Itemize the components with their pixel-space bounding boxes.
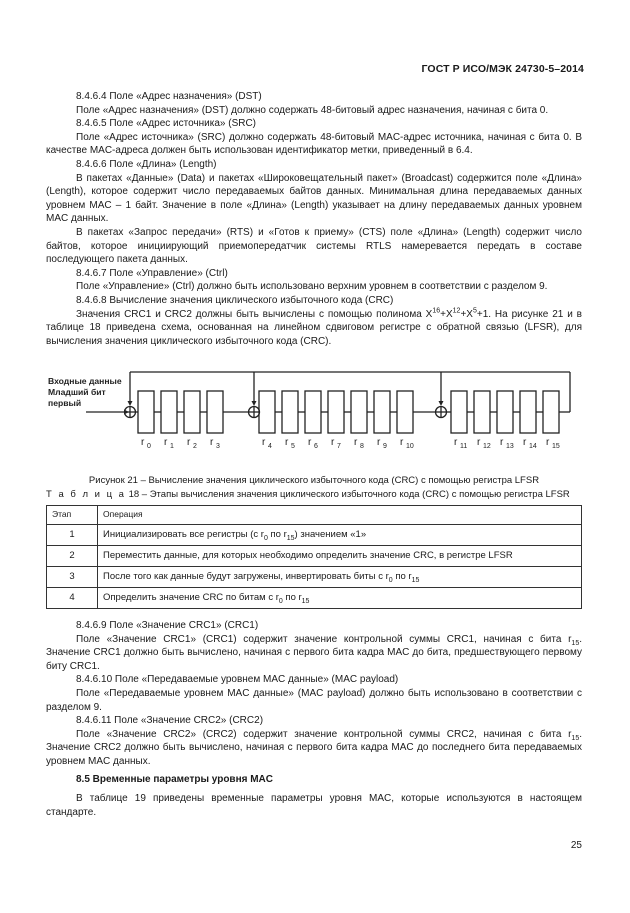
table-caption: Т а б л и ц а 18 – Этапы вычисления значения циклического избыточного кода (CRC) с помощью регистра LFSR <box>46 488 570 500</box>
register-box-r11 <box>451 391 467 433</box>
register-box-r2 <box>184 391 200 433</box>
register-index-r1: 1 <box>170 443 174 451</box>
register-box-r14 <box>520 391 536 433</box>
register-index-r4: 4 <box>268 443 272 451</box>
register-label-r11: r <box>454 437 458 449</box>
register-index-r3: 3 <box>216 443 220 451</box>
section-8-4-6-11-title: 8.4.6.11 Поле «Значение CRC2» (CRC2) <box>76 715 264 727</box>
paragraph-payload: Поле «Передаваемые уровнем MAC данные» (MAC payload) должно быть использовано в соответствии с разделом 9. <box>46 688 582 713</box>
register-index-r10: 10 <box>406 443 414 451</box>
register-index-r0: 0 <box>147 443 151 451</box>
section-8-4-6-4-title: 8.4.6.4 Поле «Адрес назначения» (DST) <box>76 91 262 102</box>
stage-cell: 1 <box>47 525 98 546</box>
register-label-r6: r <box>308 437 312 449</box>
register-box-r1 <box>161 391 177 433</box>
register-label-r14: r <box>523 437 527 449</box>
register-index-r13: 13 <box>506 443 514 451</box>
feedback-down-xor1-arrow <box>128 401 133 406</box>
paragraph-length-1: В пакетах «Данные» (Data) и пакетах «Широковещательный пакет» (Broadcast) содержится поле «Длина» (Length), которое содержит число передаваемых байтов данных. Минимальная длина передаваемых данных уровнем MAC – 1 байт. Значение в поле «Длина» (Length) указывает на длину передаваемых данных уровнем MAC данных. <box>46 172 582 225</box>
register-label-r15: r <box>546 437 550 449</box>
register-index-r11: 11 <box>460 443 468 451</box>
section-8-4-6-9-title: 8.4.6.9 Поле «Значение CRC1» (CRC1) <box>76 620 259 632</box>
operation-cell: Инициализировать все регистры (с $r_0$ по $r_{15}$) значением «1» <box>98 525 582 546</box>
document-header: ГОСТ Р ИСО/МЭК 24730-5–2014 <box>421 63 584 75</box>
paragraph-crc1: Поле «Значение CRC1» (CRC1) содержит значение контрольной суммы CRC1, начиная с бита $r_{15}$. Значение CRC1 должно быть вычислено, начиная с первого бита кадра MAC до бита, предшествующего первому биту CRC1. <box>46 633 582 672</box>
paragraph-ctrl: Поле «Управление» (Ctrl) должно быть использовано верхним уровнем в соответствии с разделом 9. <box>76 281 548 293</box>
section-8-5-title: 8.5 Временные параметры уровня MAC <box>76 773 274 785</box>
table-row <box>47 525 582 546</box>
register-label-r9: r <box>377 437 381 449</box>
register-label-r1: r <box>164 437 168 449</box>
register-index-r7: 7 <box>337 443 341 451</box>
col-stage-header: Этап <box>47 506 98 525</box>
stage-cell: 4 <box>47 588 98 609</box>
paragraph-crc-polynomial: Значения CRC1 и CRC2 должны быть вычислены с помощью полинома $X^{16}+X^{12}+X^5+1$. На рисунке 21 и в таблице 18 приведена схема, основанная на линейном сдвиговом регистре с обратной связью (LFSR), для вычисления значения циклического избыточного кода (CRC). <box>46 307 582 347</box>
operation-cell: Переместить данные, для которых необходимо определить значение CRC, в регистре LFSR <box>98 546 582 567</box>
operation-cell: После того как данные будут загружены, инвертировать биты с $r_0$ по $r_{15}$ <box>98 567 582 588</box>
section-8-4-6-10-title: 8.4.6.10 Поле «Передаваемые уровнем MAC данные» (MAC payload) <box>76 674 399 686</box>
col-operation-header: Операция <box>98 506 582 525</box>
register-box-r8 <box>351 391 367 433</box>
register-label-r7: r <box>331 437 335 449</box>
register-index-r6: 6 <box>314 443 318 451</box>
register-box-r6 <box>305 391 321 433</box>
register-index-r5: 5 <box>291 443 295 451</box>
register-index-r15: 15 <box>552 443 560 451</box>
register-label-r13: r <box>500 437 504 449</box>
register-index-r12: 12 <box>483 443 491 451</box>
register-box-r15 <box>543 391 559 433</box>
register-box-r12 <box>474 391 490 433</box>
input-label-1: Входные данные <box>48 376 122 387</box>
register-box-r9 <box>374 391 390 433</box>
table-row <box>47 546 582 567</box>
lfsr-diagram-svg <box>46 366 582 474</box>
table-header-row <box>47 506 582 525</box>
register-index-r8: 8 <box>360 443 364 451</box>
stage-cell: 2 <box>47 546 98 567</box>
register-label-r5: r <box>285 437 289 449</box>
figure-caption: Рисунок 21 – Вычисление значения циклического избыточного кода (CRC) с помощью регистра LFSR <box>88 475 540 487</box>
feedback-down-xor2-arrow <box>252 401 257 406</box>
register-box-r7 <box>328 391 344 433</box>
register-index-r9: 9 <box>383 443 387 451</box>
paragraph-length-2: В пакетах «Запрос передачи» (RTS) и «Готов к приему» (CTS) поле «Длина» (Length) содержит число байтов, которое инициирующий приемопередатчик системы RTLS намеревается передать в составе последующего пакета данных. <box>46 226 582 266</box>
register-box-r4 <box>259 391 275 433</box>
feedback-down-xor3-arrow <box>439 401 444 406</box>
stage-cell: 3 <box>47 567 98 588</box>
section-8-4-6-8-title: 8.4.6.8 Вычисление значения циклического избыточного кода (CRC) <box>76 294 394 306</box>
register-label-r3: r <box>210 437 214 449</box>
page-content <box>46 90 582 819</box>
section-8-4-6-5-title: 8.4.6.5 Поле «Адрес источника» (SRC) <box>76 118 257 130</box>
register-box-r5 <box>282 391 298 433</box>
register-box-r0 <box>138 391 154 433</box>
paragraph-timing: В таблице 19 приведены временные параметры уровня MAC, которые используются в настоящем стандарте. <box>46 793 582 818</box>
operation-cell: Определить значение CRC по битам с $r_0$ по $r_{15}$ <box>98 588 582 609</box>
paragraph-dst: Поле «Адрес назначения» (DST) должно содержать 48-битовый адрес назначения, начиная с бита 0. <box>76 104 549 116</box>
page-number: 25 <box>570 840 582 851</box>
crc-steps-table <box>46 505 582 609</box>
paragraph-src: Поле «Адрес источника» (SRC) должно содержать 48-битовый MAC-адрес источника, начиная с бита 0. В качестве MAC-адреса должен быть использован идентификатор метки, приведенный в 6.4. <box>46 131 582 157</box>
table-row <box>47 588 582 609</box>
register-box-r3 <box>207 391 223 433</box>
section-8-4-6-7-title: 8.4.6.7 Поле «Управление» (Ctrl) <box>76 267 228 279</box>
register-label-r10: r <box>400 437 404 449</box>
register-index-r2: 2 <box>193 443 197 451</box>
register-box-r10 <box>397 391 413 433</box>
register-label-r4: r <box>262 437 266 449</box>
register-label-r0: r <box>141 437 145 449</box>
input-label-3: первый <box>48 398 82 409</box>
register-index-r14: 14 <box>529 443 537 451</box>
register-label-r2: r <box>187 437 191 449</box>
section-8-4-6-6-title: 8.4.6.6 Поле «Длина» (Length) <box>76 158 217 170</box>
paragraph-crc2: Поле «Значение CRC2» (CRC2) содержит значение контрольной суммы CRC2, начиная с бита $r_{15}$. Значение CRC2 должно быть вычислено, начиная с первого бита кадра MAC до последнего бита передаваемых уровнем MAC данных. <box>46 728 582 767</box>
register-label-r8: r <box>354 437 358 449</box>
table-row <box>47 567 582 588</box>
register-label-r12: r <box>477 437 481 449</box>
figure-lfsr-diagram <box>46 366 582 474</box>
input-label-2: Младший бит <box>48 387 106 398</box>
register-box-r13 <box>497 391 513 433</box>
